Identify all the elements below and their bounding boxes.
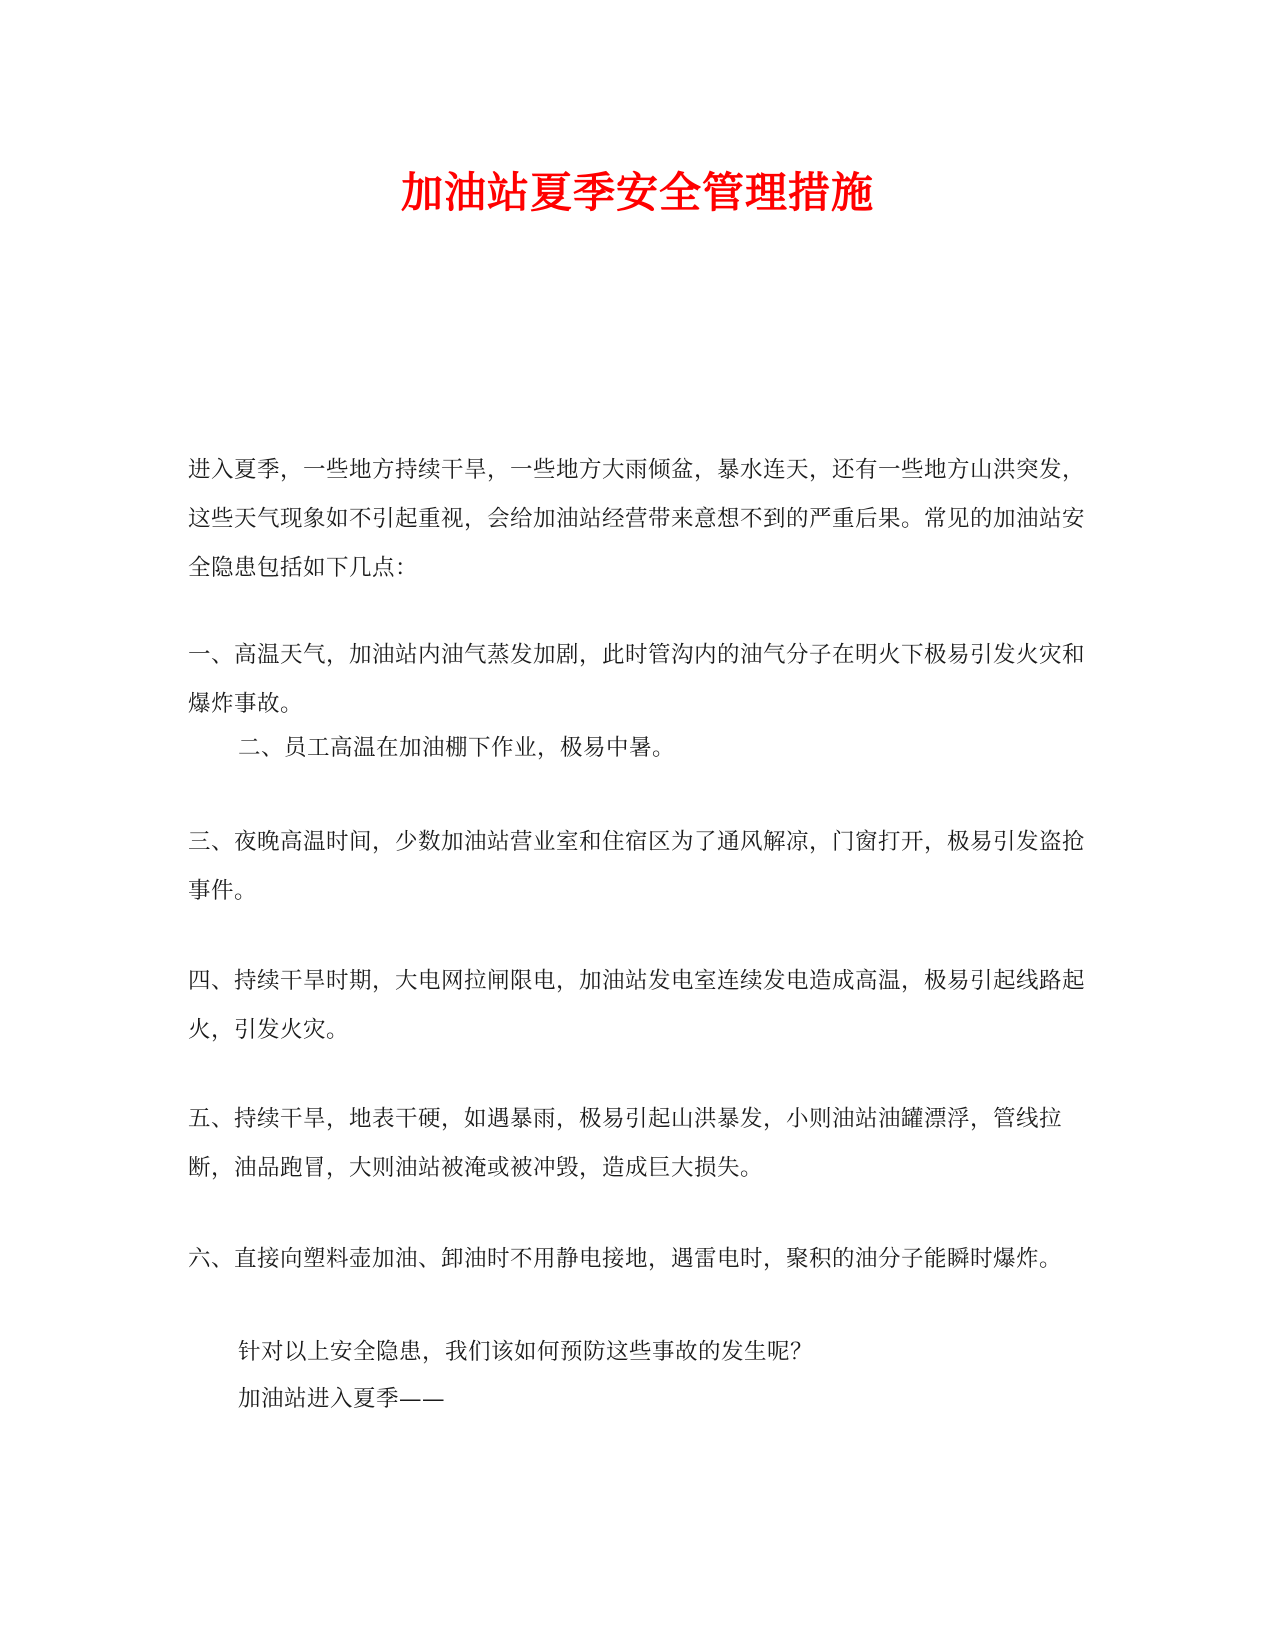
hazard-item-2: 二、员工高温在加油棚下作业，极易中暑。 (238, 735, 676, 761)
hazard-item-1: 一、高温天气，加油站内油气蒸发加剧，此时管沟内的油气分子在明火下极易引发火灾和爆炸事故。 (188, 642, 1086, 717)
intro-paragraph: 进入夏季，一些地方持续干旱，一些地方大雨倾盆，暴水连天，还有一些地方山洪突发，这些天气现象如不引起重视，会给加油站经营带来意想不到的严重后果。常见的加油站安全隐患包括如下几点： (188, 457, 1086, 581)
hazard-item-3: 三、夜晚高温时间，少数加油站营业室和住宿区为了通风解凉，门窗打开，极易引发盗抢事件。 (188, 829, 1086, 904)
document-title: 加油站夏季安全管理措施 (400, 168, 874, 217)
hazard-item-6: 六、直接向塑料壶加油、卸油时不用静电接地，遇雷电时，聚积的油分子能瞬时爆炸。 (188, 1246, 1063, 1272)
section-lead: 加油站进入夏季—— (238, 1386, 446, 1412)
hazard-item-4: 四、持续干旱时期，大电网拉闸限电，加油站发电室连续发电造成高温，极易引起线路起火，引发火灾。 (188, 968, 1086, 1043)
prevention-question: 针对以上安全隐患，我们该如何预防这些事故的发生呢？ (238, 1339, 814, 1365)
hazard-item-5: 五、持续干旱，地表干硬，如遇暴雨，极易引起山洪暴发，小则油站油罐漂浮，管线拉断，油品跑冒，大则油站被淹或被冲毁，造成巨大损失。 (188, 1106, 1063, 1181)
